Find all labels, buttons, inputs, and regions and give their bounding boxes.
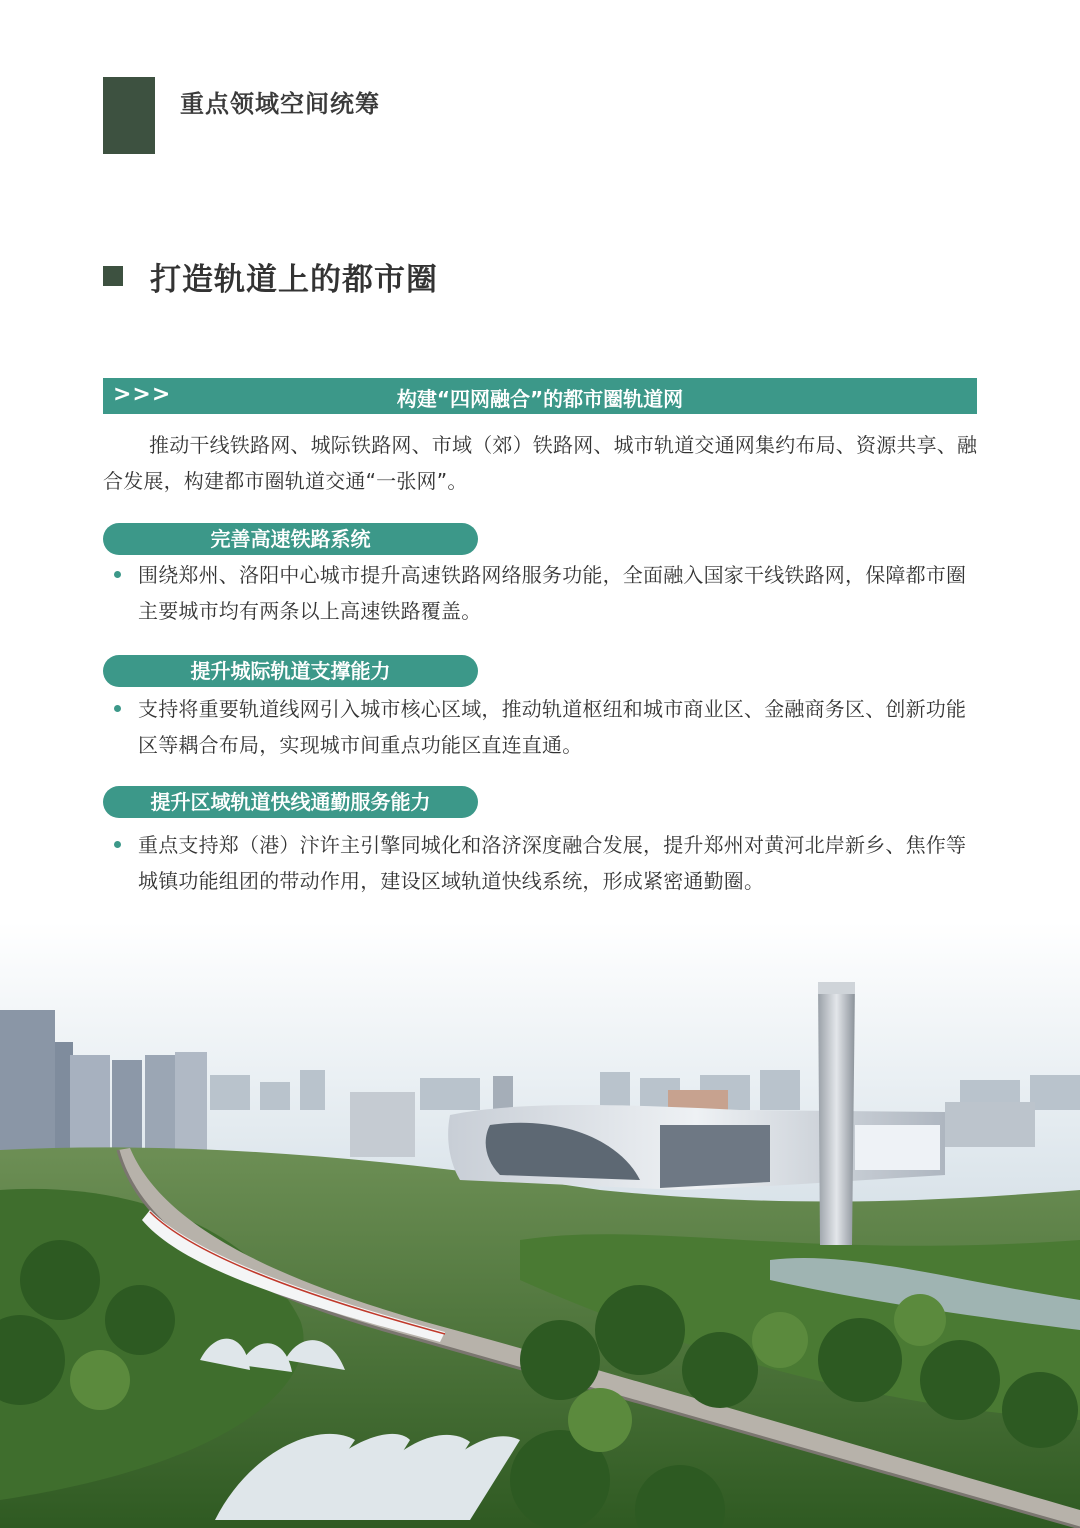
list-item-text: 重点支持郑（港）汴许主引擎同城化和洛济深度融合发展，提升郑州对黄河北岸新乡、焦作等城镇功能组团的带动作用，建设区域轨道快线系统，形成紧密通勤圈。 — [138, 833, 967, 893]
item-heading-pill: 提升区域轨道快线通勤服务能力 — [103, 786, 478, 818]
list-item-text: 围绕郑州、洛阳中心城市提升高速铁路网络服务功能，全面融入国家干线铁路网，保障都市圈主要城市均有两条以上高速铁路覆盖。 — [138, 563, 967, 623]
list-item — [110, 557, 980, 629]
banner-title: 构建“四网融合”的都市圈轨道网 — [396, 387, 684, 411]
intro-paragraph: 推动干线铁路网、城际铁路网、市域（郊）铁路网、城市轨道交通网集约布局、资源共享、融合发展，构建都市圈轨道交通“一张网”。 — [103, 433, 978, 493]
page-header-title: 重点领域空间统筹 — [180, 89, 380, 118]
bullet-dot-icon — [114, 705, 121, 712]
header-accent-block — [103, 77, 155, 154]
list-item — [110, 827, 980, 899]
list-item-text: 支持将重要轨道线网引入城市核心区域，推动轨道枢纽和城市商业区、金融商务区、创新功能区等耦合布局，实现城市间重点功能区直连直通。 — [138, 697, 967, 757]
section-square-icon — [103, 266, 123, 286]
bullet-dot-icon — [114, 571, 121, 578]
item-heading-pill: 提升城际轨道支撑能力 — [103, 655, 478, 687]
bullet-dot-icon — [114, 841, 121, 848]
section-title: 打造轨道上的都市圈 — [150, 262, 438, 298]
subsection-banner — [103, 378, 977, 414]
list-item — [110, 691, 980, 763]
item-heading-pill: 完善高速铁路系统 — [103, 523, 478, 555]
triple-chevron-icon: >>> — [113, 382, 172, 407]
